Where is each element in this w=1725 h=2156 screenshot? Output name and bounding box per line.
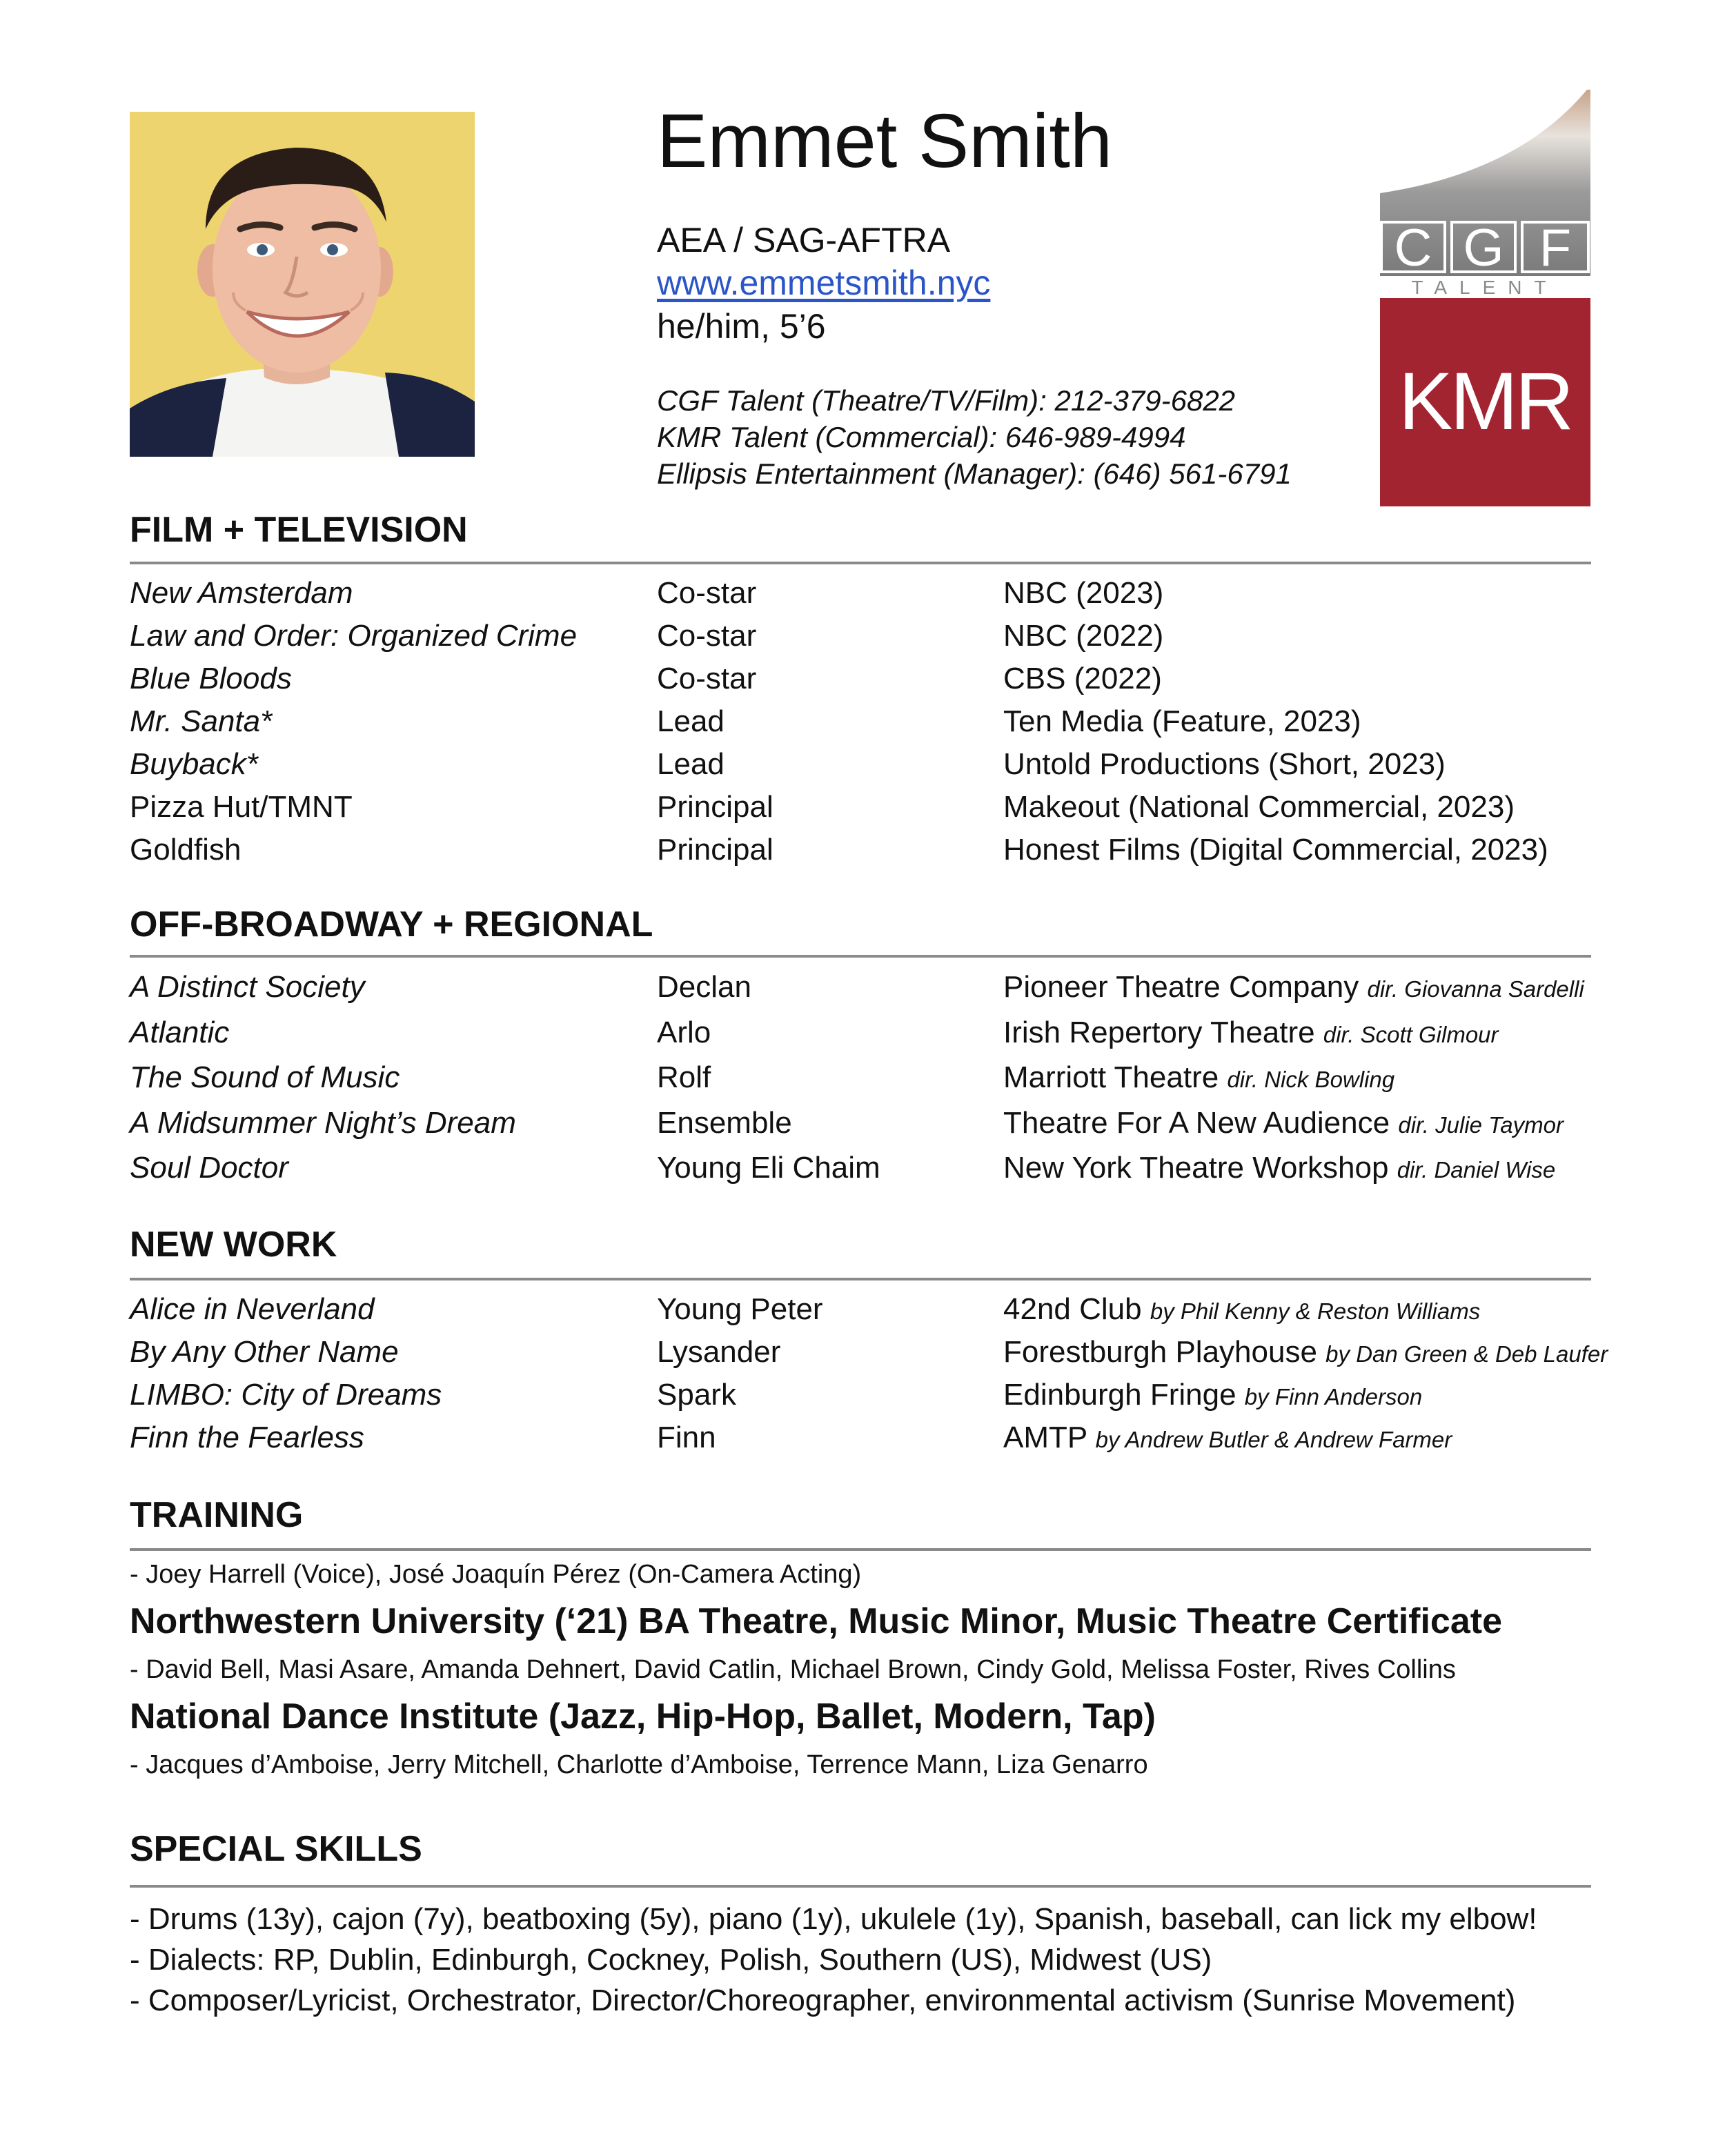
skill-line: - Drums (13y), cajon (7y), beatboxing (5y), piano (1y), ukulele (1y), Spanish, baseball, can lick my elbow! <box>130 1902 1537 1936</box>
section-title-new-work: NEW WORK <box>130 1225 337 1265</box>
union-affiliation: AEA / SAG-AFTRA <box>657 221 951 259</box>
credit-row: The Sound of Music Rolf Marriott Theatre dir. Nick Bowling <box>130 1060 1395 1094</box>
cgf-letter: C <box>1394 219 1432 277</box>
credit-row: Goldfish Principal Honest Films (Digital Commercial, 2023) <box>130 833 1548 867</box>
website-link[interactable]: www.emmetsmith.nyc <box>657 264 991 302</box>
credit-row: LIMBO: City of Dreams Spark Edinburgh Fringe by Finn Anderson <box>130 1378 1423 1412</box>
skill-line: - Dialects: RP, Dublin, Edinburgh, Cockney, Polish, Southern (US), Midwest (US) <box>130 1943 1212 1977</box>
credit-row: New Amsterdam Co-star NBC (2023) <box>130 576 1164 610</box>
section-title-film-tv: FILM + TELEVISION <box>130 510 468 550</box>
cgf-talent-logo <box>1380 90 1590 297</box>
credit-row: Pizza Hut/TMNT Principal Makeout (National Commercial, 2023) <box>130 790 1515 824</box>
pronouns-height: he/him, 5’6 <box>657 307 826 346</box>
credit-row: Law and Order: Organized Crime Co-star NBC (2022) <box>130 619 1164 653</box>
section-divider <box>130 1548 1591 1551</box>
cgf-tagline: TALENT <box>1411 277 1559 297</box>
credit-row: Soul Doctor Young Eli Chaim New York Theatre Workshop dir. Daniel Wise <box>130 1151 1556 1185</box>
section-title-off-broadway: OFF-BROADWAY + REGIONAL <box>130 904 653 945</box>
section-divider <box>130 1885 1591 1888</box>
section-title-special-skills: SPECIAL SKILLS <box>130 1829 422 1869</box>
training-teachers: - Joey Harrell (Voice), José Joaquín Pérez (On-Camera Acting) <box>130 1560 862 1589</box>
section-title-training: TRAINING <box>130 1495 304 1535</box>
agent-contact: Ellipsis Entertainment (Manager): (646) 561-6791 <box>657 457 1292 490</box>
cgf-letter: F <box>1539 219 1572 277</box>
kmr-talent-logo <box>1380 298 1590 506</box>
credit-row: By Any Other Name Lysander Forestburgh Playhouse by Dan Green & Deb Laufer <box>130 1335 1608 1369</box>
training-program: Northwestern University (‘21) BA Theatre, Music Minor, Music Theatre Certificate <box>130 1601 1502 1641</box>
credit-row: Alice in Neverland Young Peter 42nd Club by Phil Kenny & Reston Williams <box>130 1292 1481 1326</box>
page-title: Emmet Smith <box>657 99 1113 184</box>
agent-contact: KMR Talent (Commercial): 646-989-4994 <box>657 421 1186 453</box>
credit-row: Mr. Santa* Lead Ten Media (Feature, 2023) <box>130 704 1361 738</box>
credit-row: A Distinct Society Declan Pioneer Theatre Company dir. Giovanna Sardelli <box>130 970 1584 1004</box>
credit-row: A Midsummer Night’s Dream Ensemble Theatre For A New Audience dir. Julie Taymor <box>130 1106 1564 1140</box>
credit-row: Blue Bloods Co-star CBS (2022) <box>130 662 1162 695</box>
agent-contact: CGF Talent (Theatre/TV/Film): 212-379-6822 <box>657 384 1236 417</box>
credit-row: Buyback* Lead Untold Productions (Short, 2023) <box>130 747 1446 781</box>
section-divider <box>130 562 1591 564</box>
training-program: National Dance Institute (Jazz, Hip-Hop, Ballet, Modern, Tap) <box>130 1697 1156 1737</box>
training-teachers: - Jacques d’Amboise, Jerry Mitchell, Charlotte d’Amboise, Terrence Mann, Liza Genarro <box>130 1750 1148 1779</box>
skill-line: - Composer/Lyricist, Orchestrator, Director/Choreographer, environmental activism (Sunrise Movement) <box>130 1984 1516 2017</box>
credit-row: Finn the Fearless Finn AMTP by Andrew Butler & Andrew Farmer <box>130 1421 1452 1454</box>
section-divider <box>130 955 1591 958</box>
headshot-photo <box>130 112 475 457</box>
training-teachers: - David Bell, Masi Asare, Amanda Dehnert, David Catlin, Michael Brown, Cindy Gold, Melissa Foster, Rives Collins <box>130 1655 1456 1684</box>
credit-row: Atlantic Arlo Irish Repertory Theatre dir. Scott Gilmour <box>130 1016 1499 1049</box>
cgf-letter: G <box>1463 219 1504 277</box>
section-divider <box>130 1278 1591 1280</box>
kmr-wordmark: KMR <box>1398 356 1572 447</box>
